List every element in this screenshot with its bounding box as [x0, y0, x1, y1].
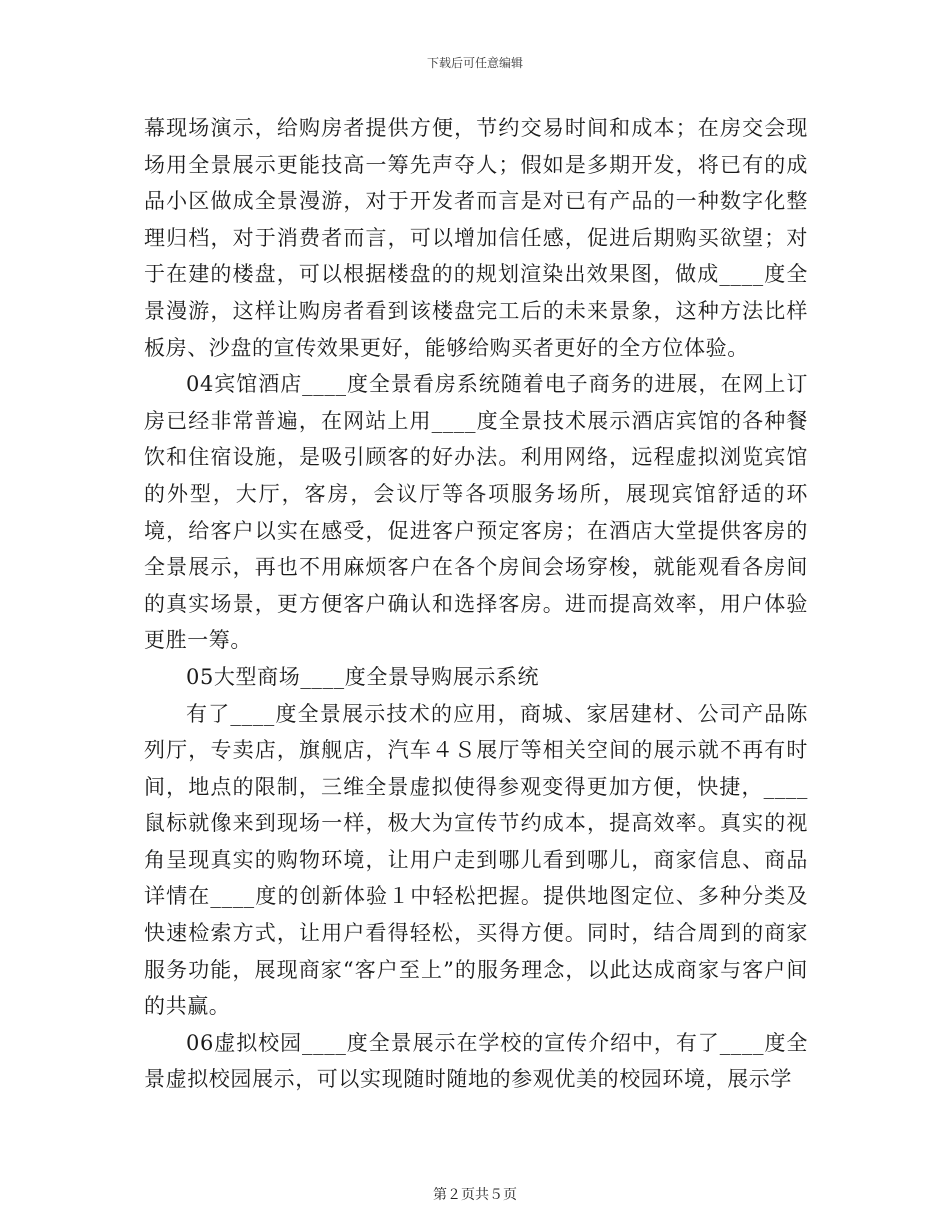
page-header: 下载后可任意编辑 — [426, 56, 523, 70]
paragraph-hotel: 04宾馆酒店____度全景看房系统随着电子商务的进展，在网上订房已经非常普遍，在网站上用____度全景技术展示酒店宾馆的各种餐饮和住宿设施，是吸引顾客的好办法。利用网络，远程虚拟浏览宾馆的外型，大厅，客房，会议厅等各项服务场所，展现宾馆舒适的环境，给客户以实在感受，促进客户预定客房；在酒店大堂提供客房的全景展示，再也不用麻烦客户在各个房间会场穿梭，就能观看各房间的真实场景，更方便客户确认和选择客房。进而提高效率，用户体验更胜一筹。 — [144, 372, 808, 653]
page-footer: 第２页共５页 — [433, 1187, 517, 1203]
paragraph-mall: 有了____度全景展示技术的应用，商城、家居建材、公司产品陈列厅，专卖店，旗舰店，汽车４Ｓ展厅等相关空间的展示就不再有时间，地点的限制，三维全景虚拟使得参观变得更加方便，快捷，____鼠标就像来到现场一样，极大为宣传节约成本，提高效率。真实的视角呈现真实的购物环境，让用户走到哪儿看到哪儿，商家信息、商品详情在____度的创新体验１中轻松把握。提供地图定位、多种分类及快速检索方式，让用户看得轻松，买得方便。同时，结合周到的商家服务功能，展现商家“客户至上”的服务理念，以此达成商家与客户间的共赢。 — [144, 701, 808, 1019]
document-body — [144, 110, 808, 1098]
paragraph-campus: 06虚拟校园____度全景展示在学校的宣传介绍中，有了____度全景虚拟校园展示，可以实现随时随地的参观优美的校园环境，展示学 — [144, 1030, 808, 1092]
paragraph-real-estate: 幕现场演示，给购房者提供方便，节约交易时间和成本；在房交会现场用全景展示更能技高一筹先声夺人；假如是多期开发，将已有的成品小区做成全景漫游，对于开发者而言是对已有产品的一种数字化整理归档，对于消费者而言，可以增加信任感，促进后期购买欲望；对于在建的楼盘，可以根据楼盘的的规划渲染出效果图，做成____度全景漫游，这样让购房者看到该楼盘完工后的未来景象，这种方法比样板房、沙盘的宣传效果更好，能够给购买者更好的全方位体验。 — [144, 116, 808, 360]
paragraph-mall-heading: 05大型商场____度全景导购展示系统 — [186, 664, 540, 689]
